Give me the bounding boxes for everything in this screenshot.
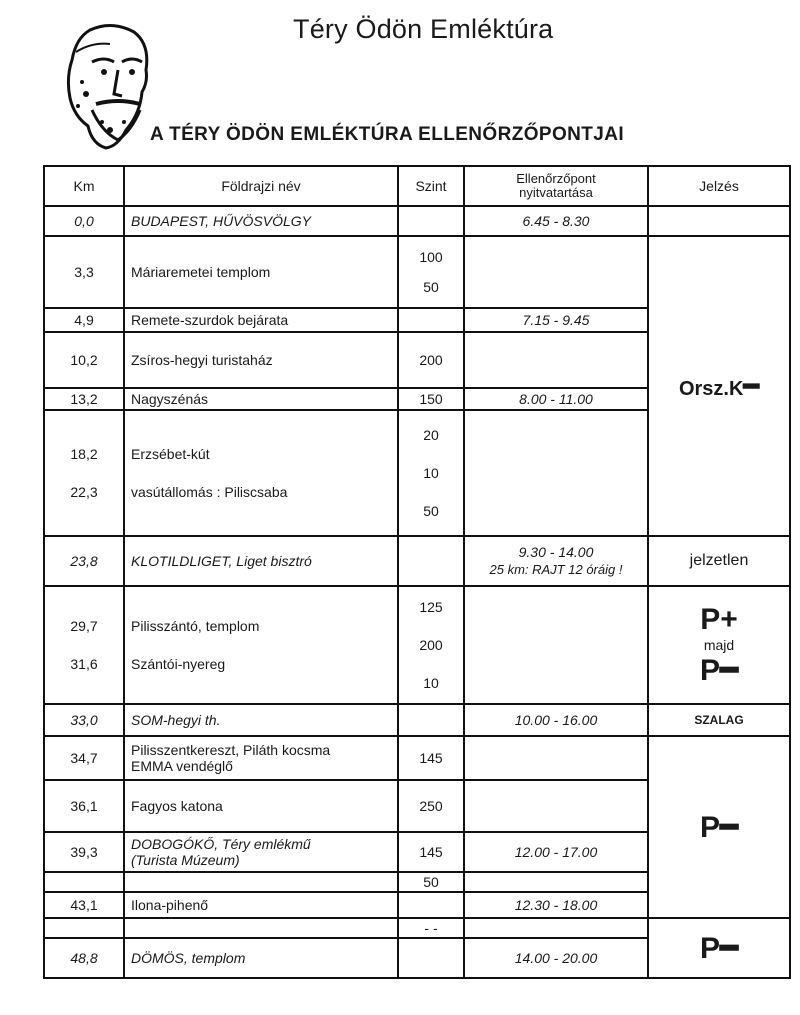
header-hours-line2: nyitvatartása bbox=[519, 185, 593, 200]
cell-hours bbox=[464, 236, 648, 308]
cell-name bbox=[124, 736, 398, 780]
name-value: Szántói-nyereg bbox=[131, 656, 226, 672]
table-row bbox=[44, 586, 790, 704]
header-km: Km bbox=[44, 166, 124, 206]
cell-km: 3,3 bbox=[44, 236, 124, 308]
level-value: 50 bbox=[423, 503, 439, 519]
cell-km: 4,9 bbox=[44, 308, 124, 332]
header-name: Földrajzi név bbox=[124, 166, 398, 206]
cell-level bbox=[398, 410, 464, 536]
sign-p-line: P━ bbox=[699, 653, 739, 687]
cell-sign-orsz-k: Orsz.K━ bbox=[648, 236, 790, 536]
level-value: 100 bbox=[419, 249, 443, 265]
header-row bbox=[44, 166, 790, 206]
cell-hours: 6.45 - 8.30 bbox=[464, 206, 648, 236]
cell-name: Máriaremetei templom bbox=[124, 236, 398, 308]
name-value: vasútállomás : Piliscsaba bbox=[131, 484, 288, 500]
table-row bbox=[44, 704, 790, 736]
sign-p-letter: P bbox=[699, 931, 720, 965]
km-value: 31,6 bbox=[70, 656, 98, 672]
cell-km bbox=[44, 586, 124, 704]
cell-sign-jelzetlen: jelzetlen bbox=[648, 536, 790, 586]
cell-hours bbox=[464, 918, 648, 938]
checkpoint-table bbox=[43, 165, 791, 979]
cell-sign-p: P━ bbox=[648, 736, 790, 918]
cell-hours bbox=[464, 736, 648, 780]
cell-hours bbox=[464, 872, 648, 892]
table-row bbox=[44, 236, 790, 308]
header-sign: Jelzés bbox=[648, 166, 790, 206]
cell-level bbox=[398, 236, 464, 308]
cell-sign-szalag: SZALAG bbox=[648, 704, 790, 736]
cell-km: 43,1 bbox=[44, 892, 124, 918]
cell-name bbox=[124, 872, 398, 892]
header-level: Szint bbox=[398, 166, 464, 206]
cell-sign-p: P━ bbox=[648, 918, 790, 978]
level-value: 125 bbox=[419, 599, 443, 615]
cell-level bbox=[398, 586, 464, 704]
header-hours-line1: Ellenőrzőpont bbox=[516, 171, 596, 186]
sign-p-plus: P+ bbox=[700, 602, 738, 636]
cell-hours: 7.15 - 9.45 bbox=[464, 308, 648, 332]
cell-level: - - bbox=[398, 918, 464, 938]
sign-then: majd bbox=[703, 636, 735, 653]
cell-sign-p bbox=[648, 586, 790, 704]
cell-km bbox=[44, 410, 124, 536]
name-value: Pilisszentkereszt, Piláth kocsma bbox=[131, 742, 331, 758]
cell-name bbox=[124, 586, 398, 704]
hours-value: 9.30 - 14.00 bbox=[518, 544, 594, 560]
cell-hours bbox=[464, 332, 648, 388]
level-value: 200 bbox=[419, 637, 443, 653]
cell-hours: 8.00 - 11.00 bbox=[464, 388, 648, 410]
cell-hours bbox=[464, 410, 648, 536]
cell-level bbox=[398, 206, 464, 236]
cell-km: 34,7 bbox=[44, 736, 124, 780]
level-value: 10 bbox=[423, 465, 439, 481]
sign-orsz-k: Orsz.K bbox=[678, 377, 744, 400]
name-value: Erzsébet-kút bbox=[131, 446, 210, 462]
cell-name: Ilona-pihenő bbox=[124, 892, 398, 918]
cell-name: KLOTILDLIGET, Liget bisztró bbox=[124, 536, 398, 586]
cell-name bbox=[124, 410, 398, 536]
cell-level bbox=[398, 892, 464, 918]
table-row bbox=[44, 206, 790, 236]
header-hours bbox=[464, 166, 648, 206]
name-value: Pilisszántó, templom bbox=[131, 618, 260, 634]
page-title: Téry Ödön Emléktúra bbox=[293, 14, 554, 44]
cell-name: Nagyszénás bbox=[124, 388, 398, 410]
hours-note: 25 km: RAJT 12 óráig ! bbox=[489, 562, 623, 577]
table-row bbox=[44, 536, 790, 586]
name-value: EMMA vendéglő bbox=[131, 758, 233, 774]
cell-level bbox=[398, 704, 464, 736]
cell-km: 48,8 bbox=[44, 938, 124, 978]
cell-hours: 12.30 - 18.00 bbox=[464, 892, 648, 918]
cell-hours: 10.00 - 16.00 bbox=[464, 704, 648, 736]
cell-name: BUDAPEST, HŰVÖSVÖLGY bbox=[124, 206, 398, 236]
cell-name bbox=[124, 918, 398, 938]
cell-km: 33,0 bbox=[44, 704, 124, 736]
cell-name: SOM-hegyi th. bbox=[124, 704, 398, 736]
table-row bbox=[44, 918, 790, 938]
name-value: (Turista Múzeum) bbox=[131, 852, 240, 868]
km-value: 29,7 bbox=[70, 618, 98, 634]
cell-hours bbox=[464, 536, 648, 586]
page-subtitle: A TÉRY ÖDÖN EMLÉKTÚRA ELLENŐRZŐPONTJAI bbox=[150, 124, 625, 145]
cell-level: 145 bbox=[398, 832, 464, 872]
cell-km bbox=[44, 872, 124, 892]
km-value: 18,2 bbox=[70, 446, 98, 462]
cell-level: 145 bbox=[398, 736, 464, 780]
cell-level bbox=[398, 536, 464, 586]
level-value: 50 bbox=[423, 279, 439, 295]
cell-km: 0,0 bbox=[44, 206, 124, 236]
cell-name: DÖMÖS, templom bbox=[124, 938, 398, 978]
sign-p-letter: P bbox=[699, 810, 720, 844]
cell-name: Zsíros-hegyi turistaház bbox=[124, 332, 398, 388]
cell-km: 10,2 bbox=[44, 332, 124, 388]
cell-level: 250 bbox=[398, 780, 464, 832]
cell-level: 150 bbox=[398, 388, 464, 410]
cell-km: 39,3 bbox=[44, 832, 124, 872]
sign-p-letter: P bbox=[699, 653, 720, 687]
portrait-logo bbox=[62, 22, 162, 152]
cell-hours: 14.00 - 20.00 bbox=[464, 938, 648, 978]
name-value: DOBOGÓKŐ, Téry emlékmű bbox=[131, 836, 311, 852]
cell-name: Remete-szurdok bejárata bbox=[124, 308, 398, 332]
cell-name: Fagyos katona bbox=[124, 780, 398, 832]
km-value: 22,3 bbox=[70, 484, 98, 500]
cell-sign bbox=[648, 206, 790, 236]
table-row bbox=[44, 736, 790, 780]
cell-level: 50 bbox=[398, 872, 464, 892]
level-value: 10 bbox=[423, 675, 439, 691]
cell-km: 36,1 bbox=[44, 780, 124, 832]
cell-km: 23,8 bbox=[44, 536, 124, 586]
cell-hours bbox=[464, 586, 648, 704]
cell-hours: 12.00 - 17.00 bbox=[464, 832, 648, 872]
cell-level bbox=[398, 938, 464, 978]
cell-level: 200 bbox=[398, 332, 464, 388]
cell-km bbox=[44, 918, 124, 938]
cell-name bbox=[124, 832, 398, 872]
level-value: 20 bbox=[423, 427, 439, 443]
cell-km: 13,2 bbox=[44, 388, 124, 410]
cell-level bbox=[398, 308, 464, 332]
cell-hours bbox=[464, 780, 648, 832]
